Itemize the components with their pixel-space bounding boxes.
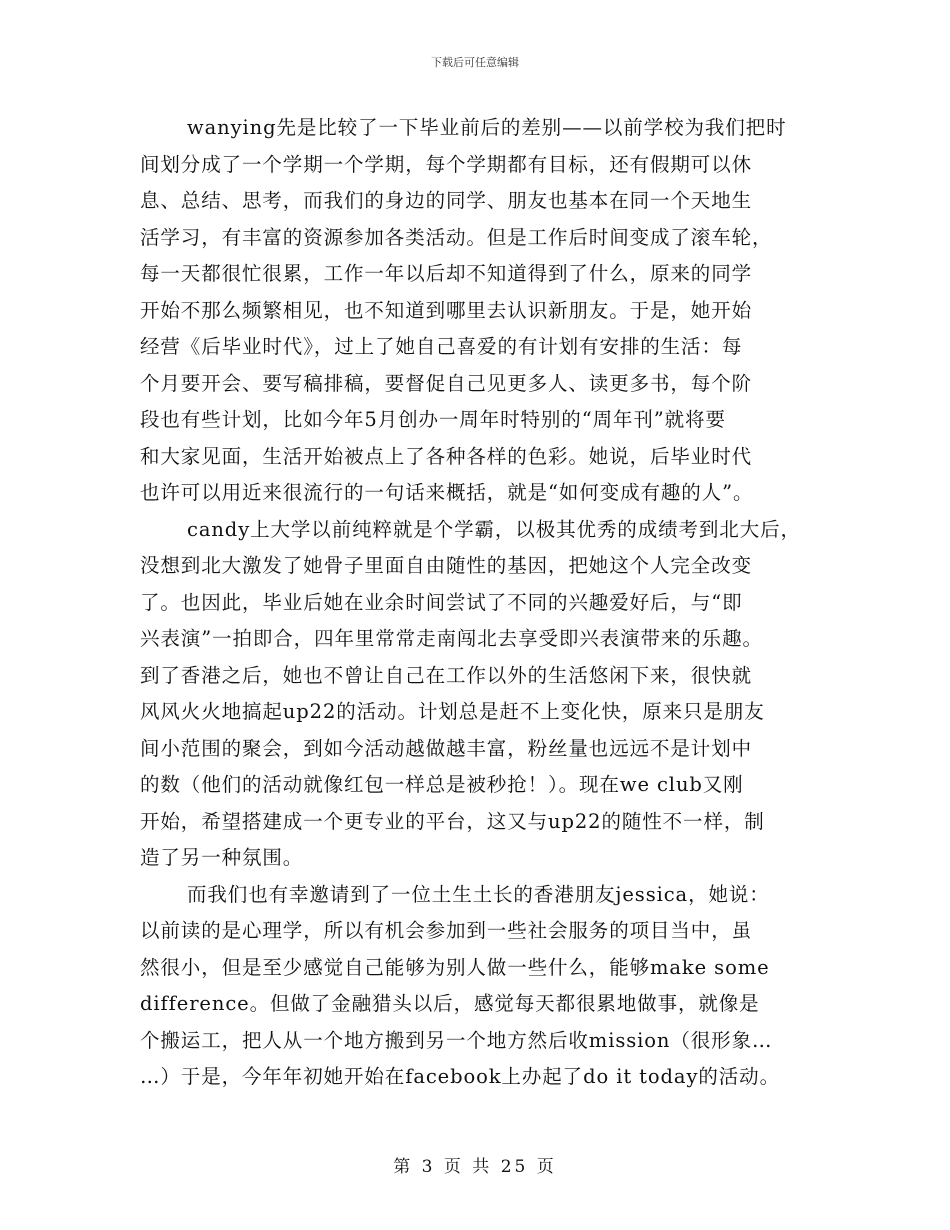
paragraph-line: 和大家见面，生活开始被点上了各种各样的色彩。她说，后毕业时代 xyxy=(140,444,753,468)
paragraph-line: …）于是，今年年初她开始在facebook上办起了do it today的活动。 xyxy=(140,1065,780,1088)
paragraph-line: 间划分成了一个学期一个学期，每个学期都有目标，还有假期可以休 xyxy=(140,152,753,176)
paragraph-line: wanying先是比较了一下毕业前后的差别——以前学校为我们把时 xyxy=(187,116,787,139)
page-header: 下载后可任意编辑 xyxy=(431,56,519,69)
paragraph-line: 风风火火地搞起up22的活动。计划总是赶不上变化快，原来只是朋友 xyxy=(140,700,765,723)
paragraph-line: 经营《后毕业时代》，过上了她自己喜爱的有计划有安排的生活：每 xyxy=(140,335,743,358)
paragraph-line: 没想到北大激发了她骨子里面自由随性的基因，把她这个人完全改变 xyxy=(140,554,753,577)
paragraph-line: difference。但做了金融猎头以后，感觉每天都很累地做事，就像是 xyxy=(140,992,760,1015)
paragraph-line: 息、总结、思考，而我们的身边的同学、朋友也基本在同一个天地生 xyxy=(140,189,753,212)
paragraph-line: 个搬运工，把人从一个地方搬到另一个地方然后收mission（很形象… xyxy=(140,1028,773,1052)
paragraph-line: 段也有些计划，比如今年5月创办一周年时特别的“周年刊”就将要 xyxy=(140,408,726,431)
paragraph-line: 间小范围的聚会，到如今活动越做越丰富，粉丝量也远远不是计划中 xyxy=(140,736,753,760)
paragraph-line: 开始不那么频繁相见，也不知道到哪里去认识新朋友。于是，她开始 xyxy=(140,298,753,322)
document-body xyxy=(140,110,830,1096)
paragraph-line: 以前读的是心理学，所以有机会参加到一些社会服务的项目当中，虽 xyxy=(140,919,753,942)
page-number-footer: 第 3 页 共 25 页 xyxy=(393,1157,557,1177)
paragraph-line: 每一天都很忙很累，工作一年以后却不知道得到了什么，原来的同学 xyxy=(140,262,753,285)
paragraph-line: 然很小，但是至少感觉自己能够为别人做一些什么，能够make some xyxy=(140,955,770,979)
paragraph-3 xyxy=(140,877,830,1096)
paragraph-line: 而我们也有幸邀请到了一位土生土长的香港朋友jessica，她说： xyxy=(187,882,770,906)
paragraph-line: 开始，希望搭建成一个更专业的平台，这又与up22的随性不一样，制 xyxy=(140,809,765,833)
paragraph-line: 造了另一种氛围。 xyxy=(140,846,304,869)
paragraph-line: 到了香港之后，她也不曾让自己在工作以外的生活悠闲下来，很快就 xyxy=(140,663,753,687)
paragraph-line: 活学习，有丰富的资源参加各类活动。但是工作后时间变成了滚车轮， xyxy=(140,225,773,249)
paragraph-2 xyxy=(140,512,830,877)
paragraph-line: 了。也因此，毕业后她在业余时间尝试了不同的兴趣爱好后，与“即 xyxy=(140,590,743,614)
paragraph-line: 也许可以用近来很流行的一句话来概括，就是“如何变成有趣的人”。 xyxy=(140,481,754,504)
paragraph-1 xyxy=(140,110,830,512)
paragraph-line: 个月要开会、要写稿排稿，要督促自己见更多人、读更多书，每个阶 xyxy=(140,371,753,395)
paragraph-line: 的数（他们的活动就像红包一样总是被秒抢！）。现在we club又刚 xyxy=(140,773,744,796)
paragraph-line: 兴表演”一拍即合，四年里常常走南闯北去享受即兴表演带来的乐趣。 xyxy=(140,627,763,650)
paragraph-line: candy上大学以前纯粹就是个学霸，以极其优秀的成绩考到北大后， xyxy=(187,517,801,541)
